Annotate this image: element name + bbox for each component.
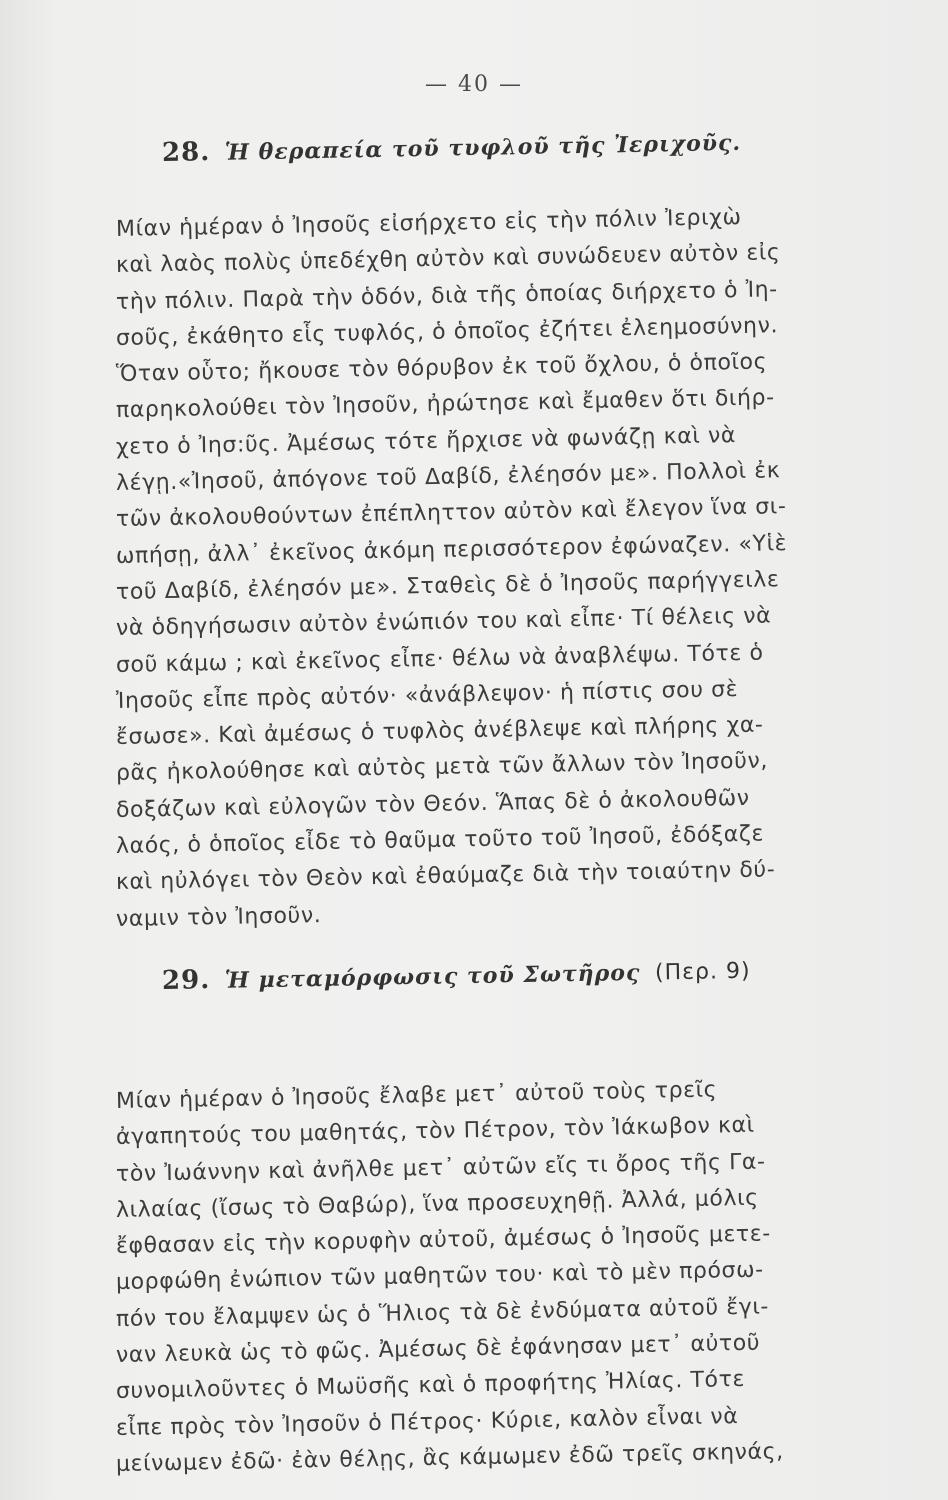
text-line: Ὅταν οὗτο; ἤκουσε τὸν θόρυβον ἐκ τοῦ ὄχλου, ὁ ὁποῖος xyxy=(115,349,768,388)
text-line: καὶ λαὸς πολὺς ὑπεδέχθη αὐτὸν καὶ συνώδευεν αὐτὸν εἰς xyxy=(115,240,781,279)
text-line: Μίαν ἡμέραν ὁ Ἰησοῦς ἔλαβε μετ᾽ αὐτοῦ τοὺς τρεῖς xyxy=(115,1077,718,1114)
text-line: λέγῃ.«Ἰησοῦ, ἀπόγονε τοῦ Δαβίδ, ἐλέησόν με». Πολλοὶ ἐκ xyxy=(115,458,781,497)
section-number: 29. xyxy=(161,965,211,996)
text-line: μορφώθη ἐνώπιον τῶν μαθητῶν του· καὶ τὸ μὲν πρόσω- xyxy=(115,1258,764,1296)
text-line: νὰ ὁδηγήσωσιν αὐτὸν ἐνώπιόν του καὶ εἶπε· Τί θέλεις νὰ xyxy=(115,603,772,642)
text-line: τῶν ἀκολουθούντων ἐπέπληττον αὐτὸν καὶ ἔλεγον ἵνα σι- xyxy=(115,494,787,533)
text-line: σοῦ κάμω ; καὶ ἐκεῖνος εἶπε· θέλω νὰ ἀναβλέψω. Τότε ὁ xyxy=(115,640,764,678)
page-number: — 40 — xyxy=(425,72,523,97)
text-line: λιλαίας (ἴσως τὸ Θαβώρ), ἵνα προσευχηθῇ. Ἀλλά, μόλις xyxy=(115,1185,759,1223)
text-line: ἔφθασαν εἰς τὴν κορυφὴν αὐτοῦ, ἀμέσως ὁ Ἰησοῦς μετε- xyxy=(115,1221,772,1260)
text-line: τὴν πόλιν. Παρὰ τὴν ὁδόν, διὰ τῆς ὁποίας διήρχετο ὁ Ἰη- xyxy=(115,276,778,315)
text-line: καὶ ηὐλόγει τὸν Θεὸν καὶ ἐθαύμαζε διὰ τὴν τοιαύτην δύ- xyxy=(115,857,776,896)
text-line: τὸν Ἰωάννην καὶ ἀνῆλθε μετ᾽ αὐτῶν εἴς τι ὄρος τῆς Γα- xyxy=(115,1149,766,1187)
text-line: συνομιλοῦντες ὁ Μωϋσῆς καὶ ὁ προφήτης Ἠλίας. Τότε xyxy=(115,1367,746,1405)
text-line: πόν του ἔλαμψεν ὡς ὁ Ἥλιος τὰ δὲ ἐνδύματα αὐτοῦ ἔγι- xyxy=(115,1294,770,1332)
text-line: εἶπε πρὸς τὸν Ἰησοῦν ὁ Πέτρος· Κύριε, καλὸν εἶναι νὰ xyxy=(115,1403,739,1441)
section-body-28 xyxy=(115,204,916,938)
text-line: ἔσωσε». Καὶ ἀμέσως ὁ τυφλὸς ἀνέβλεψε καὶ πλήρης χα- xyxy=(115,712,764,751)
section-title: Ἡ μεταμόρφωσις τοῦ Σωτῆρος xyxy=(224,959,641,994)
section-body-29 xyxy=(115,1077,916,1483)
text-line: σοῦς, ἐκάθητο εἷς τυφλός, ὁ ὁποῖος ἐζήτει ἐλεημοσύνην. xyxy=(115,313,779,351)
text-line: ἀγαπητούς του μαθητάς, τὸν Πέτρον, τὸν Ἰάκωβον καὶ xyxy=(115,1113,755,1151)
text-line: δοξάζων καὶ εὐλογῶν τὸν Θεόν. Ἅπας δὲ ὁ ἀκολουθῶν xyxy=(115,785,750,823)
text-line: χετο ὁ Ἰησ:ῦς. Ἀμέσως τότε ἤρχισε νὰ φωνάζῃ καὶ νὰ xyxy=(115,422,737,460)
section-title: Ἡ θεραπεία τοῦ τυφλοῦ τῆς Ἰεριχοῦς. xyxy=(224,129,742,166)
text-line: παρηκολούθει τὸν Ἰησοῦν, ἠρώτησε καὶ ἔμαθεν ὅτι διήρ- xyxy=(115,385,775,424)
section-number: 28. xyxy=(161,137,211,168)
section-reference: (Περ. 9) xyxy=(654,958,751,986)
section-heading-28 xyxy=(162,127,742,168)
text-line: ωπήσῃ, ἀλλ᾽ ἐκεῖνος ἀκόμη περισσότερον ἐφώναζεν. «Υἱὲ xyxy=(115,530,788,569)
text-line: Μίαν ἡμέραν ὁ Ἰησοῦς εἰσήρχετο εἰς τὴν πόλιν Ἰεριχὼ xyxy=(115,204,742,242)
text-line: ναμιν τὸν Ἰησοῦν. xyxy=(115,902,322,932)
text-line: Ἰησοῦς εἶπε πρὸς αὐτόν· «ἀνάβλεψον· ἡ πίστις σου σὲ xyxy=(115,676,739,714)
text-line: ναν λευκὰ ὡς τὸ φῶς. Ἀμέσως δὲ ἐφάνησαν μετ᾽ αὐτοῦ xyxy=(115,1330,761,1369)
text-line: ρᾶς ἠκολούθησε καὶ αὐτὸς μετὰ τῶν ἄλλων τὸν Ἰησοῦν, xyxy=(115,748,769,787)
section-heading-29 xyxy=(162,955,751,996)
text-line: τοῦ Δαβίδ, ἐλέησόν με». Σταθεὶς δὲ ὁ Ἰησοῦς παρήγγειλε xyxy=(115,567,780,605)
text-line: λαός, ὁ ὁποῖος εἶδε τὸ θαῦμα τοῦτο τοῦ Ἰησοῦ, ἐδόξαζε xyxy=(115,821,765,860)
text-line: μείνωμεν ἐδῶ· ἐὰν θέλῃς, ἂς κάμωμεν ἐδῶ τρεῖς σκηνάς, xyxy=(115,1439,785,1477)
